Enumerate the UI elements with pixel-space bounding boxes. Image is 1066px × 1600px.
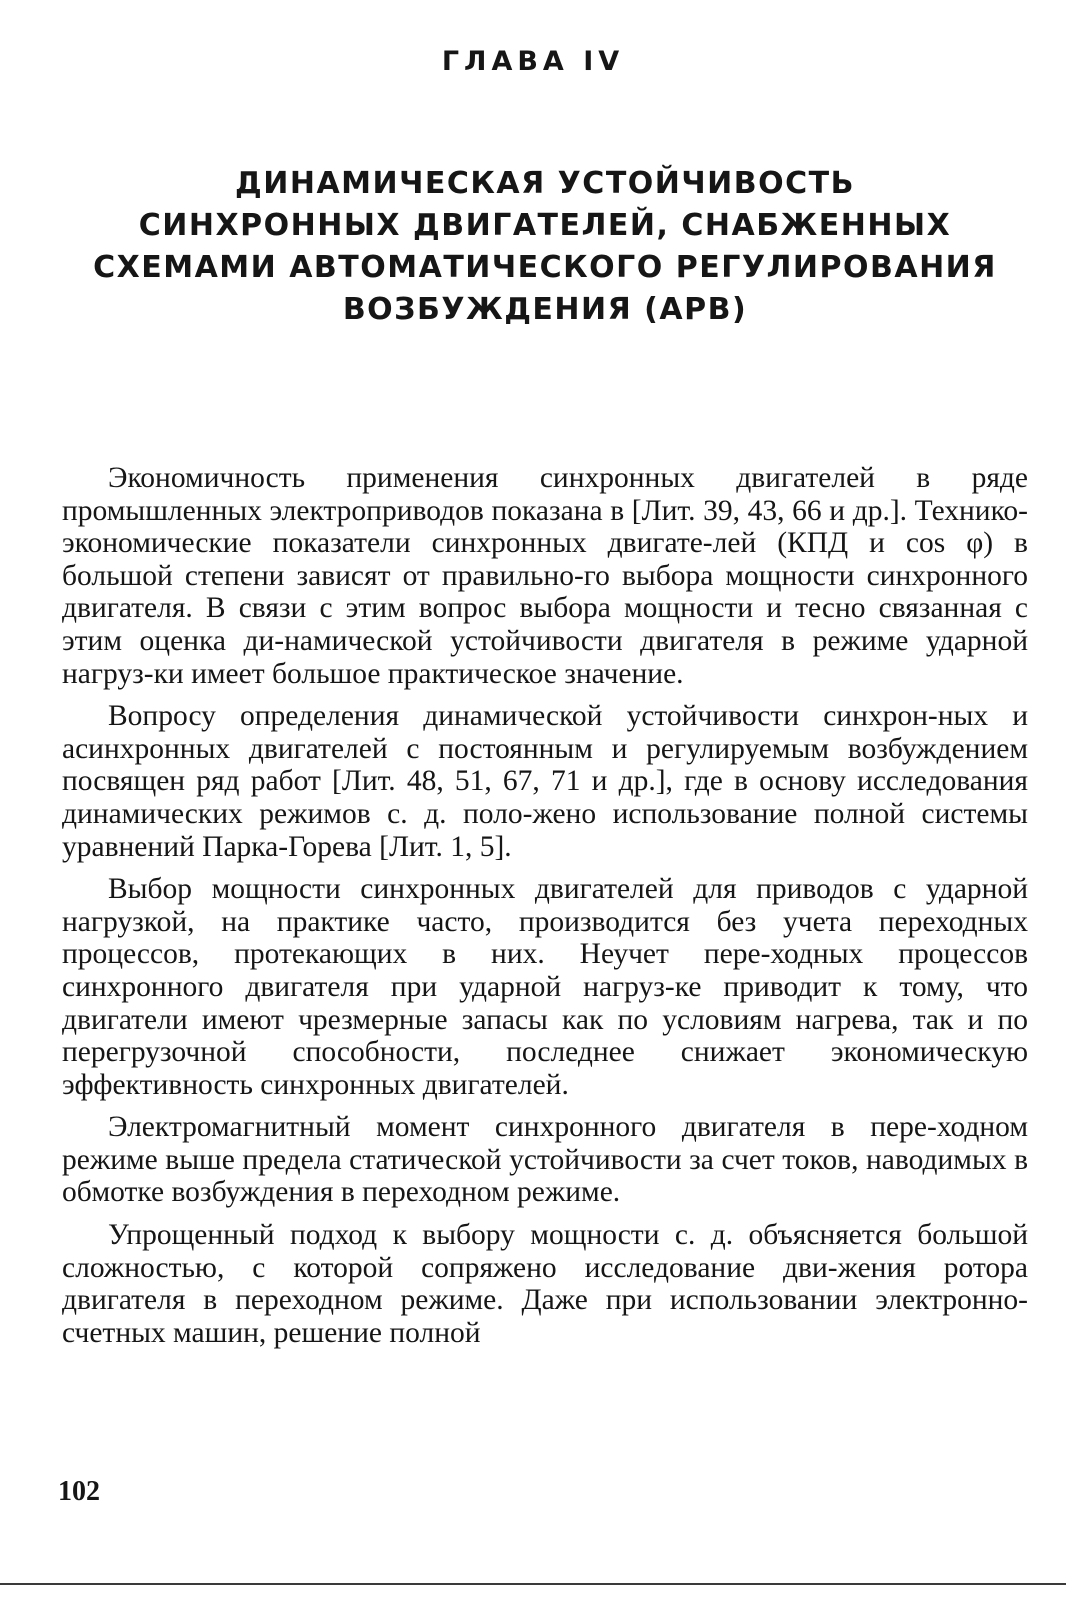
chapter-title-line: ДИНАМИЧЕСКАЯ УСТОЙЧИВОСТЬ — [235, 166, 855, 201]
page-bottom-edge — [0, 1583, 1066, 1585]
chapter-title — [62, 163, 1028, 331]
paragraph: Экономичность применения синхронных двигателей в ряде промышленных электроприводов показана в [Лит. 39, 43, 66 и др.]. Технико-экономические показатели синхронных двигате-лей (КПД и cos φ) в большой степени зависят от правильно-го выбора мощности синхронного двигателя. В связи с этим вопрос выбора мощности и тесно связанная с этим оценка ди-намической устойчивости двигателя в режиме ударной нагруз-ки имеет большое практическое значение. — [62, 462, 1028, 690]
page-number: 102 — [58, 1476, 100, 1507]
paragraph: Упрощенный подход к выбору мощности с. д. объясняется большой сложностью, с которой сопряжено исследование дви-жения ротора двигателя в переходном режиме. Даже при использовании электронно-счетных машин, решение полной — [62, 1219, 1028, 1349]
body-text — [62, 462, 1028, 1359]
chapter-label: ГЛАВА IV — [441, 46, 625, 77]
chapter-title-line: СХЕМАМИ АВТОМАТИЧЕСКОГО РЕГУЛИРОВАНИЯ — [93, 250, 997, 285]
paragraph: Электромагнитный момент синхронного двигателя в пере-ходном режиме выше предела статической устойчивости за счет токов, наводимых в обмотке возбуждения в переходном режиме. — [62, 1111, 1028, 1209]
paragraph: Выбор мощности синхронных двигателей для приводов с ударной нагрузкой, на практике часто, производится без учета переходных процессов, протекающих в них. Неучет пере-ходных процессов синхронного двигателя при ударной нагруз-ке приводит к тому, что двигатели имеют чрезмерные запасы как по условиям нагрева, так и по перегрузочной способности, последнее снижает экономическую эффективность синхронных двигателей. — [62, 873, 1028, 1101]
paragraph: Вопросу определения динамической устойчивости синхрон-ных и асинхронных двигателей с постоянным и регулируемым возбуждением посвящен ряд работ [Лит. 48, 51, 67, 71 и др.], где в основу исследования динамических режимов с. д. поло-жено использование полной системы уравнений Парка-Горева [Лит. 1, 5]. — [62, 700, 1028, 863]
chapter-title-line: ВОЗБУЖДЕНИЯ (АРВ) — [342, 292, 748, 327]
chapter-title-line: СИНХРОННЫХ ДВИГАТЕЛЕЙ, СНАБЖЕННЫХ — [138, 208, 952, 243]
